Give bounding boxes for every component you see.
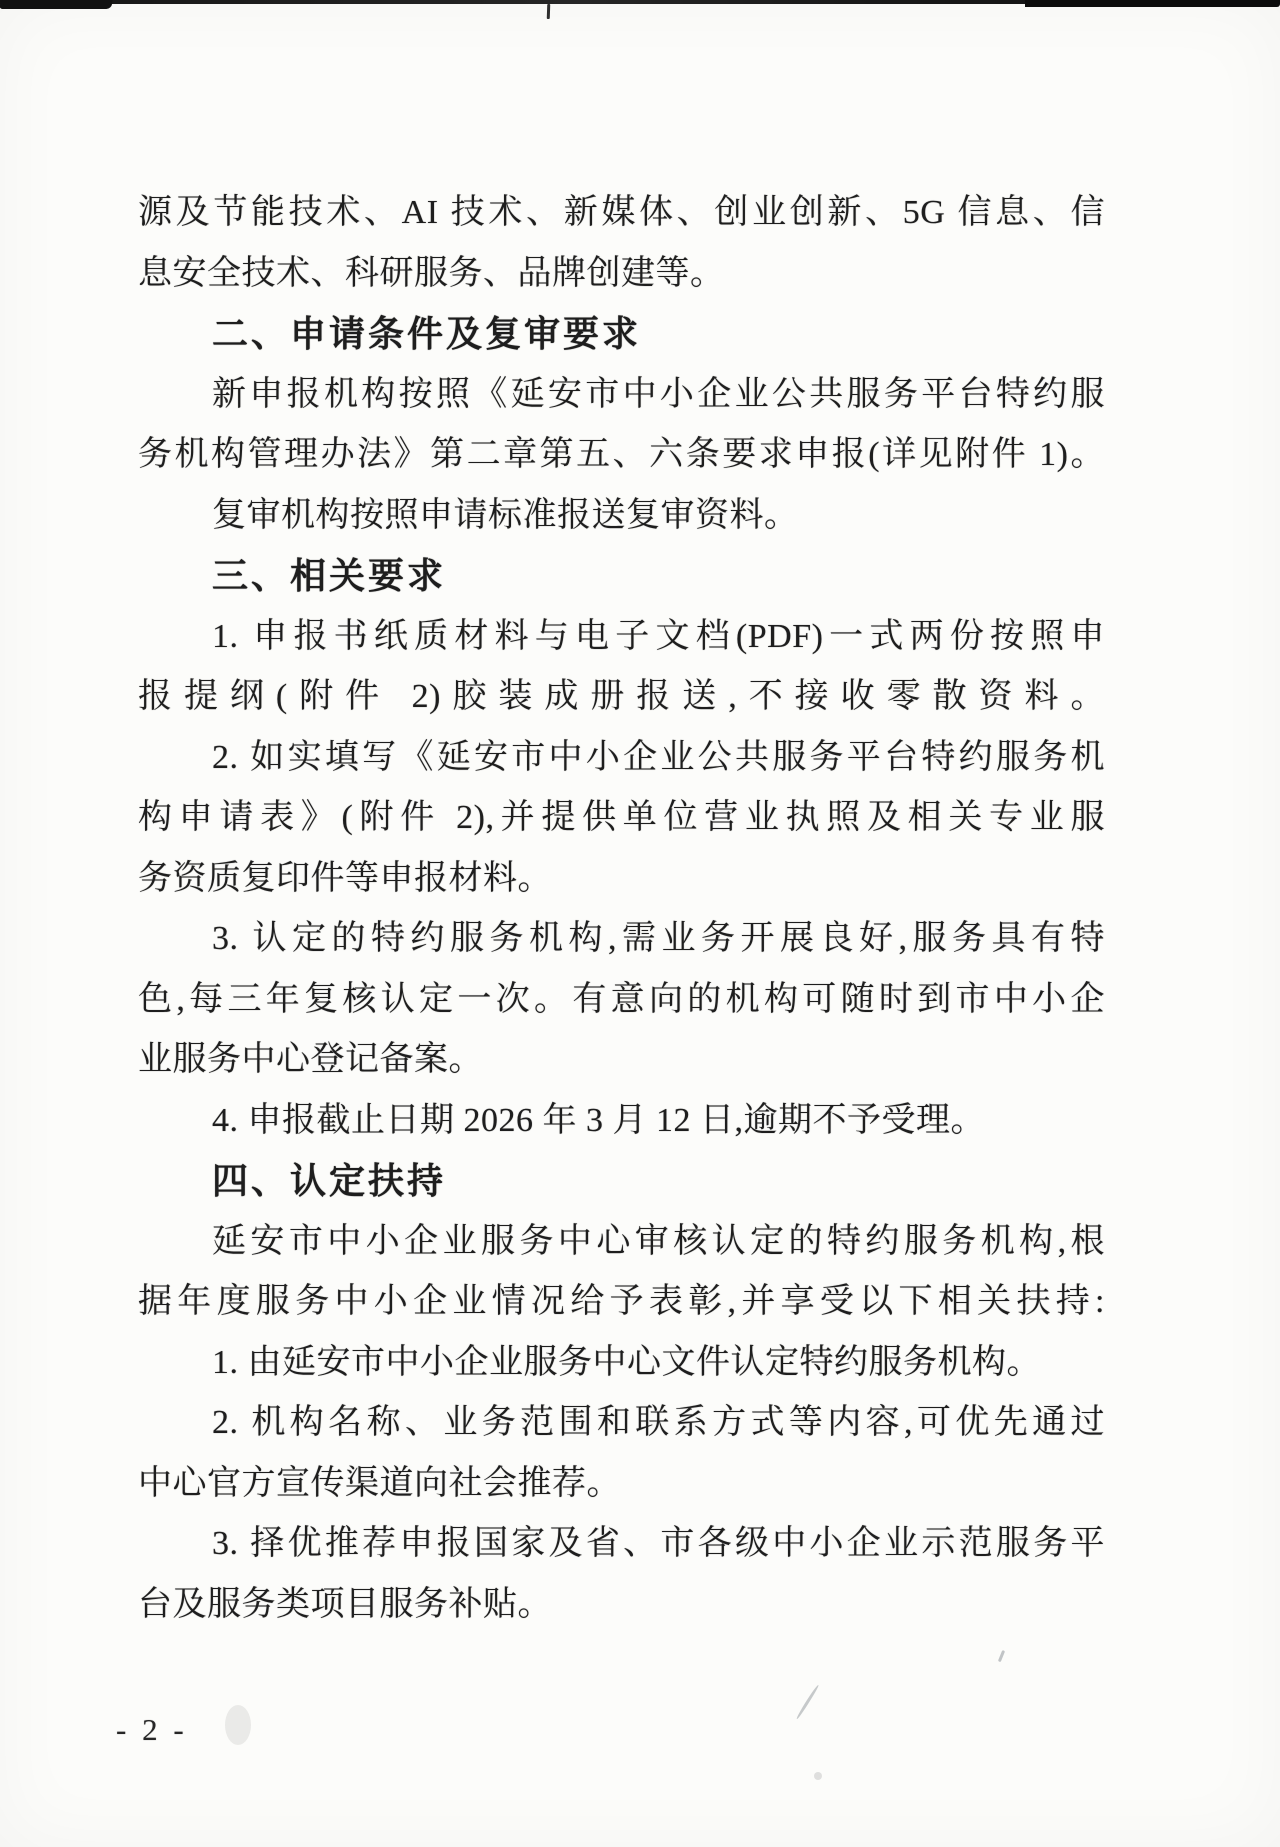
text-line: 构申请表》(附件 2),并提供单位营业执照及相关专业服 [138,799,1105,836]
text-line: 业服务中心登记备案。 [138,1041,483,1078]
text-line: 1. 由延安市中小企业服务中心文件认定特约服务机构。 [212,1343,1041,1381]
page-number: - 2 - [116,1712,188,1747]
text-line: 务机构管理办法》第二章第五、六条要求申报(详见附件 1)。 [138,436,1105,473]
document-body [138,183,1105,1635]
text-line: 3. 择优推荐申报国家及省、市各级中小企业示范服务平 [212,1525,1105,1562]
text-line: 中心官方宣传渠道向社会推荐。 [138,1464,621,1502]
text-line: 4. 申报截止日期 2026 年 3 月 12 日,逾期不予受理。 [212,1101,985,1139]
text-line: 源及节能技术、AI 技术、新媒体、创业创新、5G 信息、信 [138,194,1105,231]
text-line: 报提纲(附件 2)胶装成册报送,不接收零散资料。 [138,678,1105,715]
text-line: 3. 认定的特约服务机构,需业务开展良好,服务具有特 [212,920,1105,957]
section-heading: 三、相关要求 [212,555,447,596]
text-line: 复审机构按照申请标准报送复审资料。 [212,496,799,534]
scan-tick-mark [547,4,551,19]
text-line: 新申报机构按照《延安市中小企业公共服务平台特约服 [212,375,1105,413]
text-line: 色,每三年复核认定一次。有意向的机构可随时到市中小企 [138,980,1105,1018]
pen-mark-tick [998,1650,1005,1662]
text-line: 1. 申报书纸质材料与电子文档(PDF)一式两份按照申 [212,617,1105,655]
text-line: 务资质复印件等申报材料。 [138,859,552,897]
text-line: 据年度服务中小企业情况给予表彰,并享受以下相关扶持: [138,1283,1105,1320]
text-line: 息安全技术、科研服务、品牌创建等。 [138,254,725,292]
text-line: 2. 如实填写《延安市中小企业公共服务平台特约服务机 [212,738,1105,776]
scan-edge-top-left [0,0,113,9]
text-line: 台及服务类项目服务补贴。 [138,1585,552,1623]
text-line: 2. 机构名称、业务范围和联系方式等内容,可优先通过 [212,1404,1105,1441]
section-heading: 二、申请条件及复审要求 [212,313,642,354]
text-line: 延安市中小企业服务中心审核认定的特约服务机构,根 [212,1222,1105,1260]
scan-smudge [225,1705,251,1745]
section-heading: 四、认定扶持 [212,1160,447,1201]
pen-mark-slash [796,1684,820,1720]
scan-edge-top-right [1025,0,1280,7]
pen-mark-dot [814,1772,822,1780]
